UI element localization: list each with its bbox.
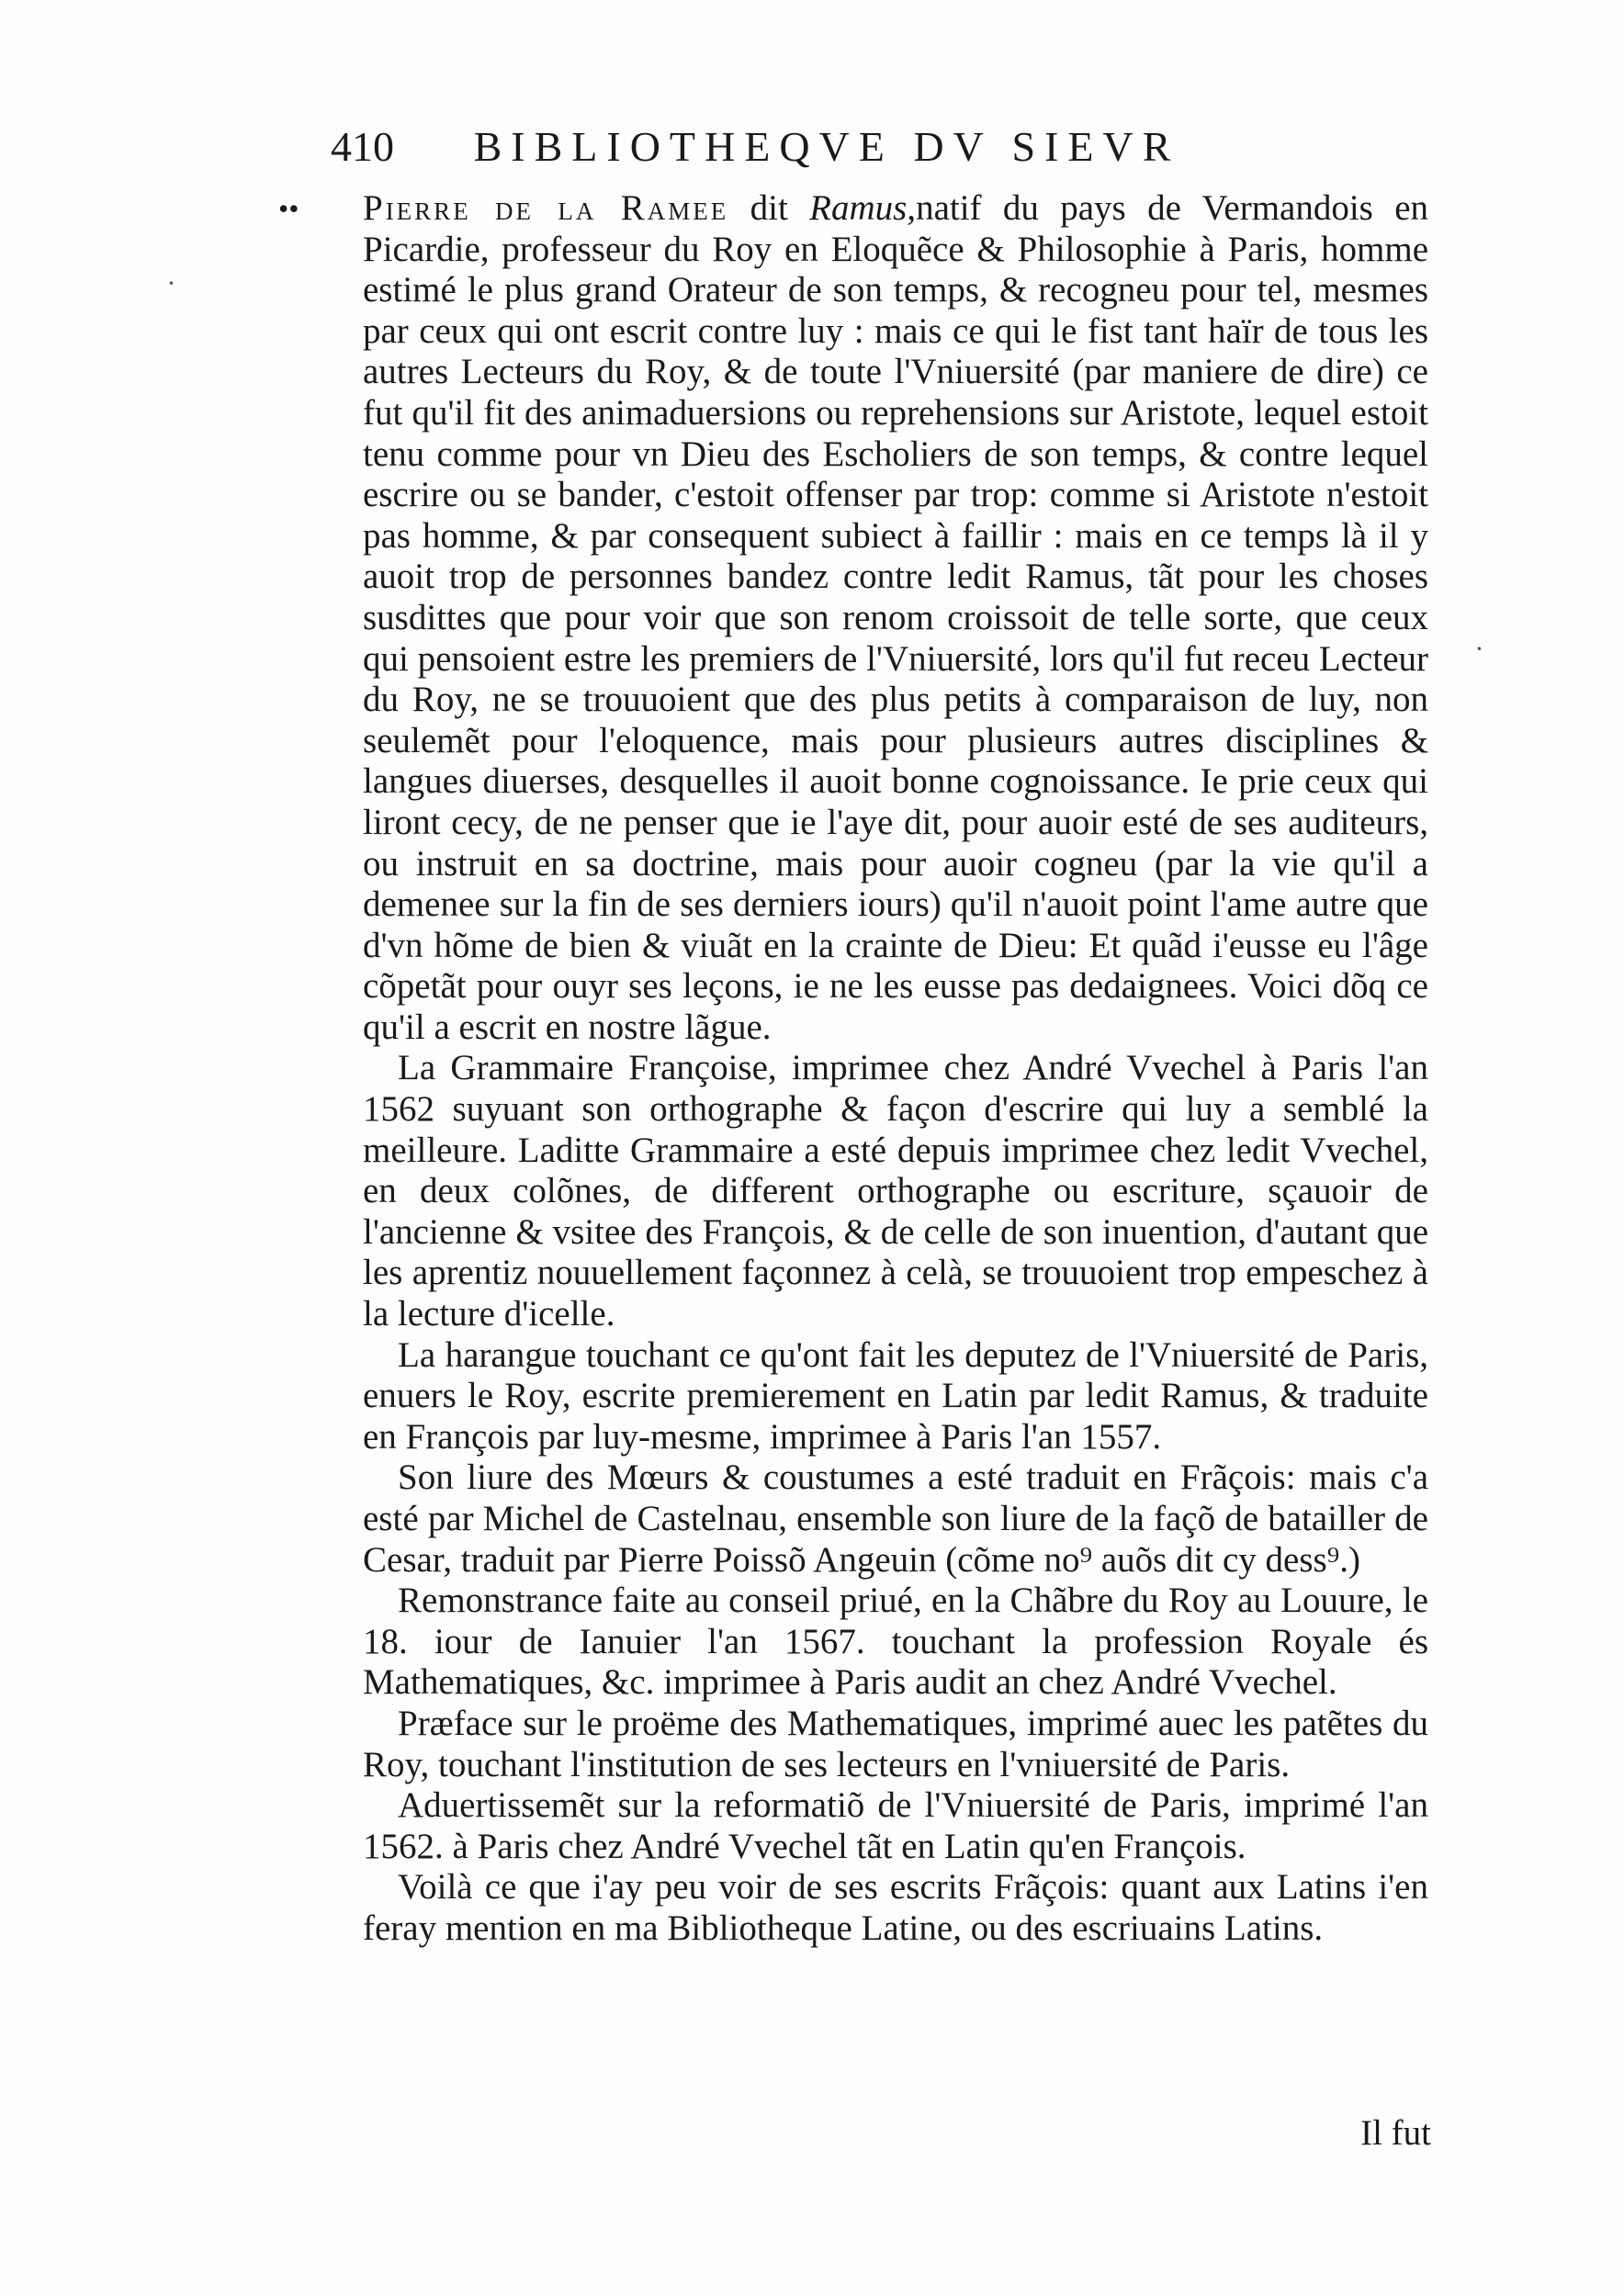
author-latin-name: Ramus,	[809, 188, 917, 228]
running-title: BIBLIOTHEQVE DV SIEVR	[473, 123, 1180, 170]
work-entry-praeface: Præface sur le proëme des Mathematiques, imprimé auec les patẽtes du Roy, touchant l'institution de ses lecteurs en l'vniuersité de Paris.	[363, 1703, 1428, 1784]
author-connector: dit	[750, 188, 788, 228]
author-name: Pierre de la Ramee	[363, 188, 729, 228]
margin-speck: ·	[1475, 634, 1483, 664]
margin-speck: ·	[167, 268, 175, 298]
work-entry-harangue: La harangue touchant ce qu'ont fait les deputez de l'Vniuersité de Paris, enuers le Roy, escrite premierement en Latin par ledit Ramus, & traduite en François par luy-mesme, imprimee à Paris l'an 1557.	[363, 1334, 1428, 1457]
work-entry-remonstrance: Remonstrance faite au conseil priué, en la Chãbre du Roy au Louure, le 18. iour de Ianuier l'an 1567. touchant la profession Royale és Mathematiques, &c. imprimee à Paris audit an chez André Vvechel.	[363, 1581, 1428, 1703]
catchword: Il fut	[1360, 2113, 1431, 2153]
closing-note: Voilà ce que i'ay peu voir de ses escrits Frãçois: quant aux Latins i'en feray mention en ma Bibliotheque Latine, ou des escriuains Latins.	[363, 1867, 1428, 1948]
work-entry-grammaire: La Grammaire Françoise, imprimee chez André Vvechel à Paris l'an 1562 suyuant son orthographe & façon d'escrire qui luy a semblé la meilleure. Laditte Grammaire a esté depuis imprimee chez ledit Vvechel, en deux colõnes, de different orthographe ou escriture, sçauoir de l'ancienne & vsitee des François, & de celle de son inuention, d'autant que les aprentiz nouuellement façonnez à celà, se trouuoient trop empeschez à la lecture d'icelle.	[363, 1048, 1428, 1334]
author-entry	[278, 188, 1429, 1048]
author-biography: natif du pays de Vermandois en Picardie, professeur du Roy en Eloquẽce & Philosophie à Paris, homme estimé le plus grand Orateur de son temps, & recogneu pour tel, mesmes par ceux qui ont escrit contre luy : mais ce qui le fist tant haïr de tous les autres Lecteurs du Roy, & de toute l'Vniuersité (par maniere de dire) ce fut qu'il fit des animaduersions ou reprehensions sur Aristote, lequel estoit tenu comme pour vn Dieu des Escholiers de son temps, & contre lequel escrire ou se bander, c'estoit offenser par trop: comme si Aristote n'estoit pas homme, & par consequent subiect à faillir : mais en ce temps là il y auoit trop de personnes bandez contre ledit Ramus, tãt pour les choses susdittes que pour voir que son renom croissoit de telle sorte, que ceux qui pensoient estre les premiers de l'Vniuersité, lors qu'il fut receu Lecteur du Roy, ne se trouuoient que des plus petits à comparaison de luy, non seulemẽt pour l'eloquence, mais pour plusieurs autres disciplines & langues diuerses, desquelles il auoit bonne cognoissance. Ie prie ceux qui liront cecy, de ne penser que ie l'aye dit, pour auoir esté de ses auditeurs, ou instruit en sa doctrine, mais pour auoir cogneu (par la vie qu'il a demenee sur la fin de ses derniers iours) qu'il n'auoit point l'ame autre que d'vn hõme de bien & viuãt en la crainte de Dieu: Et quãd i'eusse eu l'âge cõpetãt pour ouyr ses leçons, ie ne les eusse pas dedaignees. Voici dõq ce qu'il a escrit en nostre lãgue.	[363, 188, 1429, 1047]
page-header	[331, 119, 1249, 174]
entry-marker: ••	[278, 192, 299, 225]
work-entry-aduertissement: Aduertissemẽt sur la reformatiõ de l'Vniuersité de Paris, imprimé l'an 1562. à Paris chez André Vvechel tãt en Latin qu'en François.	[363, 1785, 1428, 1866]
page-number: 410	[331, 123, 394, 170]
work-entry-moeurs: Son liure des Mœurs & coustumes a esté traduit en Frãçois: mais c'a esté par Michel de Castelnau, ensemble son liure de la façõ de batailler de Cesar, traduit par Pierre Poissõ Angeuin (cõme no⁹ auõs dit cy dess⁹.)	[363, 1458, 1428, 1580]
text-body	[278, 188, 1429, 1950]
